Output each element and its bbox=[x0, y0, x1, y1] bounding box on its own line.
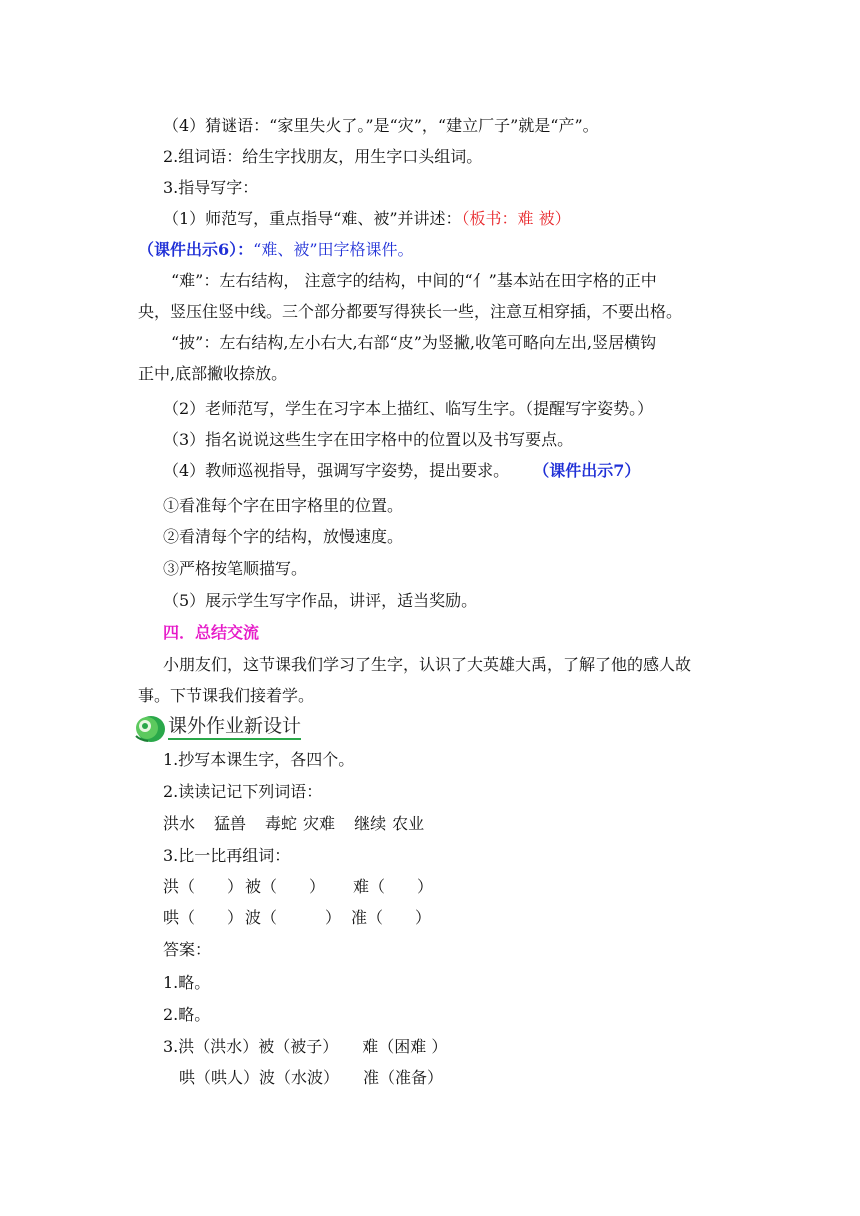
step-4-line bbox=[163, 461, 640, 481]
word-item: 毒蛇 bbox=[265, 814, 298, 833]
nan-explanation-line1: “难”：左右结构， 注意字的结构，中间的“亻”基本站在田字格的正中 bbox=[171, 271, 657, 290]
answer-item: 波（水波） bbox=[259, 1068, 340, 1087]
answer-2: 2.略。 bbox=[163, 1005, 211, 1024]
nan-explanation-line2: 央，竖压住竖中线。三个部分都要写得狭长一些，注意互相穿插，不要出格。 bbox=[138, 302, 683, 321]
compare-item: 被（ ） bbox=[245, 877, 326, 896]
word-item: 洪水 bbox=[163, 814, 196, 833]
courseware-7-label: （课件出示7） bbox=[533, 461, 641, 480]
compare-item: 洪（ ） bbox=[163, 877, 244, 896]
compare-item: 波（ ） bbox=[245, 908, 342, 927]
courseware-6-label: （课件出示6）： bbox=[138, 240, 254, 259]
courseware-6-text: “难、被”田字格课件。 bbox=[253, 240, 414, 259]
summary-line1: 小朋友们，这节课我们学习了生字，认识了大英雄大禹，了解了他的感人故 bbox=[163, 655, 692, 674]
answer-item: 3.洪（洪水） bbox=[163, 1037, 259, 1056]
compare-item: 哄（ ） bbox=[163, 908, 244, 927]
answer-3-row-1 bbox=[163, 1037, 447, 1057]
section-4-heading: 四．总结交流 bbox=[163, 623, 260, 642]
tip-1: ①看准每个字在田字格里的位置。 bbox=[163, 496, 404, 515]
homework-1: 1.抄写本课生字，各四个。 bbox=[163, 750, 355, 769]
pi-explanation-line2: 正中,底部撇收捺放。 bbox=[138, 364, 288, 383]
homework-2: 2.读读记记下列词语： bbox=[163, 782, 323, 801]
word-item: 继续 bbox=[354, 814, 387, 833]
word-list bbox=[163, 814, 424, 834]
compare-row-2 bbox=[163, 908, 431, 928]
answer-item: 准（准备） bbox=[363, 1068, 444, 1087]
teacher-demo-text: （1）师范写，重点指导“难、被”并讲述： bbox=[163, 209, 462, 228]
pi-explanation-line1: “披”：左右结构,左小右大,右部“皮”为竖撇,收笔可略向左出,竖居横钩 bbox=[171, 333, 657, 352]
answer-1: 1.略。 bbox=[163, 973, 211, 992]
homework-banner-title: 课外作业新设计 bbox=[168, 715, 301, 740]
answer-label: 答案： bbox=[163, 940, 212, 959]
compare-item: 难（ ） bbox=[353, 877, 434, 896]
riddle-line: （4）猜谜语：“家里失火了。”是“灾”，“建立厂子”就是“产”。 bbox=[163, 116, 599, 135]
board-note: （板书：难 被） bbox=[461, 209, 571, 228]
answer-3-row-2 bbox=[179, 1068, 443, 1088]
step-3-line: （3）指名说说这些生字在田字格中的位置以及书写要点。 bbox=[163, 430, 574, 449]
step-4-text: （4）教师巡视指导，强调写字姿势，提出要求。 bbox=[163, 461, 510, 480]
step-5-line: （5）展示学生写字作品，讲评，适当奖励。 bbox=[163, 591, 478, 610]
writing-guide-heading: 3.指导写字： bbox=[163, 178, 259, 197]
word-item: 灾难 bbox=[303, 814, 336, 833]
tip-3: ③严格按笔顺描写。 bbox=[163, 559, 308, 578]
teacher-demo-line bbox=[163, 209, 571, 229]
tip-2: ②看清每个字的结构，放慢速度。 bbox=[163, 527, 404, 546]
answer-item: 哄（哄人） bbox=[179, 1068, 260, 1087]
answer-item: 难（困难 ） bbox=[362, 1037, 448, 1056]
word-item: 猛兽 bbox=[214, 814, 247, 833]
homework-3: 3.比一比再组词： bbox=[163, 846, 291, 865]
answer-item: 被（被子） bbox=[258, 1037, 339, 1056]
green-leaf-icon bbox=[132, 712, 166, 744]
banner-title bbox=[168, 716, 301, 737]
word-group-line: 2.组词语：给生字找朋友，用生字口头组词。 bbox=[163, 147, 483, 166]
summary-line2: 事。下节课我们接着学。 bbox=[138, 686, 315, 705]
compare-row-1 bbox=[163, 877, 433, 897]
courseware-6-line bbox=[138, 240, 414, 260]
compare-item: 准（ ） bbox=[351, 908, 432, 927]
step-2-line: （2）老师范写，学生在习字本上描红、临写生字。（提醒写字姿势。） bbox=[163, 399, 654, 418]
word-item: 农业 bbox=[392, 814, 425, 833]
